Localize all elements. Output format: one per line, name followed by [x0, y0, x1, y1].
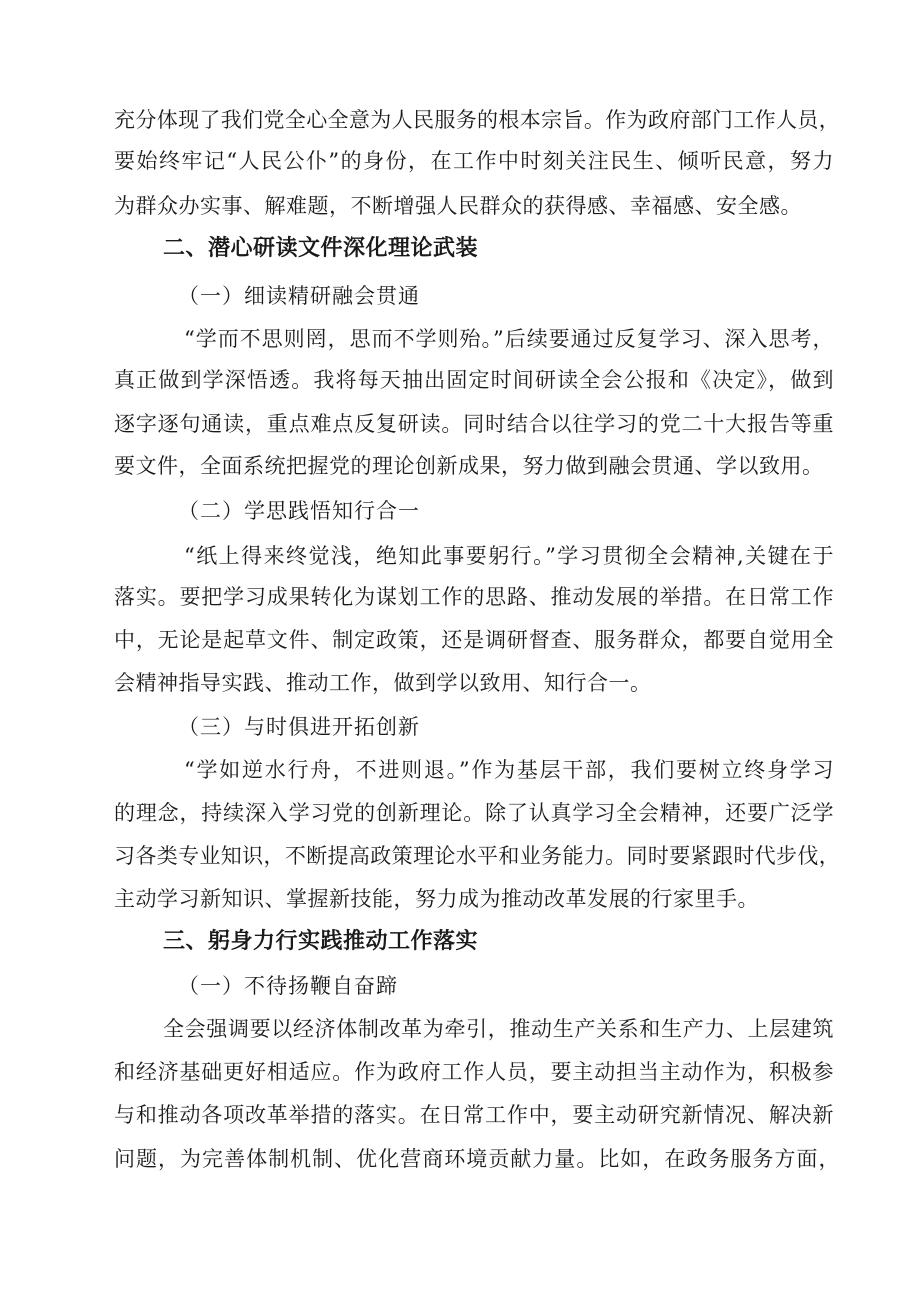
body-paragraph-line: 会精神指导实践、推动工作，做到学以致用、知行合一。: [114, 671, 652, 695]
body-paragraph-line: “学如逆水行舟，不进则退。”作为基层干部，我们要树立终身学习: [184, 758, 834, 782]
body-paragraph-line: 的理念，持续深入学习党的创新理论。除了认真学习全会精神，还要广泛学: [114, 801, 834, 825]
body-paragraph-line: 逐字逐句通读，重点难点反复研读。同时结合以往学习的党二十大报告等重: [114, 412, 834, 436]
body-paragraph-line: 真正做到学深悟透。我将每天抽出固定时间研读全会公报和《决定》，做到: [114, 368, 834, 392]
body-paragraph-line: 问题，为完善体制机制、优化营商环境贡献力量。比如，在政务服务方面，: [114, 1147, 840, 1171]
section-heading: 二、潜心研读文件深化理论武装: [163, 236, 479, 261]
body-paragraph-line: 中，无论是起草文件、制定政策，还是调研督查、服务群众，都要自觉用全: [114, 628, 834, 652]
subsection-heading: （三）与时俱进开拓创新: [178, 715, 420, 739]
subsection-heading: （二）学思践悟知行合一: [178, 499, 420, 523]
body-paragraph-line: 要始终牢记“人民公仆”的身份，在工作中时刻关注民生、倾听民意，努力: [114, 149, 834, 173]
body-paragraph-line: 和经济基础更好相适应。作为政府工作人员，要主动担当主动作为，积极参: [114, 1060, 834, 1084]
body-paragraph-line: 全会强调要以经济体制改革为牵引，推动生产关系和生产力、上层建筑: [163, 1017, 834, 1041]
body-paragraph-line: 与和推动各项改革举措的落实。在日常工作中，要主动研究新情况、解决新: [114, 1103, 834, 1127]
body-paragraph-line: 为群众办实事、解难题，不断增强人民群众的获得感、幸福感、安全感。: [114, 194, 802, 218]
subsection-heading: （一）细读精研融会贯通: [178, 284, 420, 308]
body-paragraph-line: 主动学习新知识、掌握新技能，努力成为推动改革发展的行家里手。: [114, 887, 759, 911]
subsection-heading: （一）不待扬鞭自奋蹄: [178, 974, 398, 998]
body-paragraph-line: “学而不思则罔，思而不学则殆。”后续要通过反复学习、深入思考，: [184, 327, 834, 351]
body-paragraph-line: 充分体现了我们党全心全意为人民服务的根本宗旨。作为政府部门工作人员，: [114, 108, 840, 132]
body-paragraph-line: “纸上得来终觉浅，绝知此事要躬行。”学习贯彻全会精神,关键在于: [184, 544, 834, 568]
body-paragraph-line: 习各类专业知识，不断提高政策理论水平和业务能力。同时要紧跟时代步伐，: [114, 844, 840, 868]
body-paragraph-line: 落实。要把学习成果转化为谋划工作的思路、推动发展的举措。在日常工作: [114, 585, 834, 609]
section-heading: 三、躬身力行实践推动工作落实: [163, 929, 479, 954]
body-paragraph-line: 要文件，全面系统把握党的理论创新成果，努力做到融会贯通、学以致用。: [114, 454, 824, 478]
